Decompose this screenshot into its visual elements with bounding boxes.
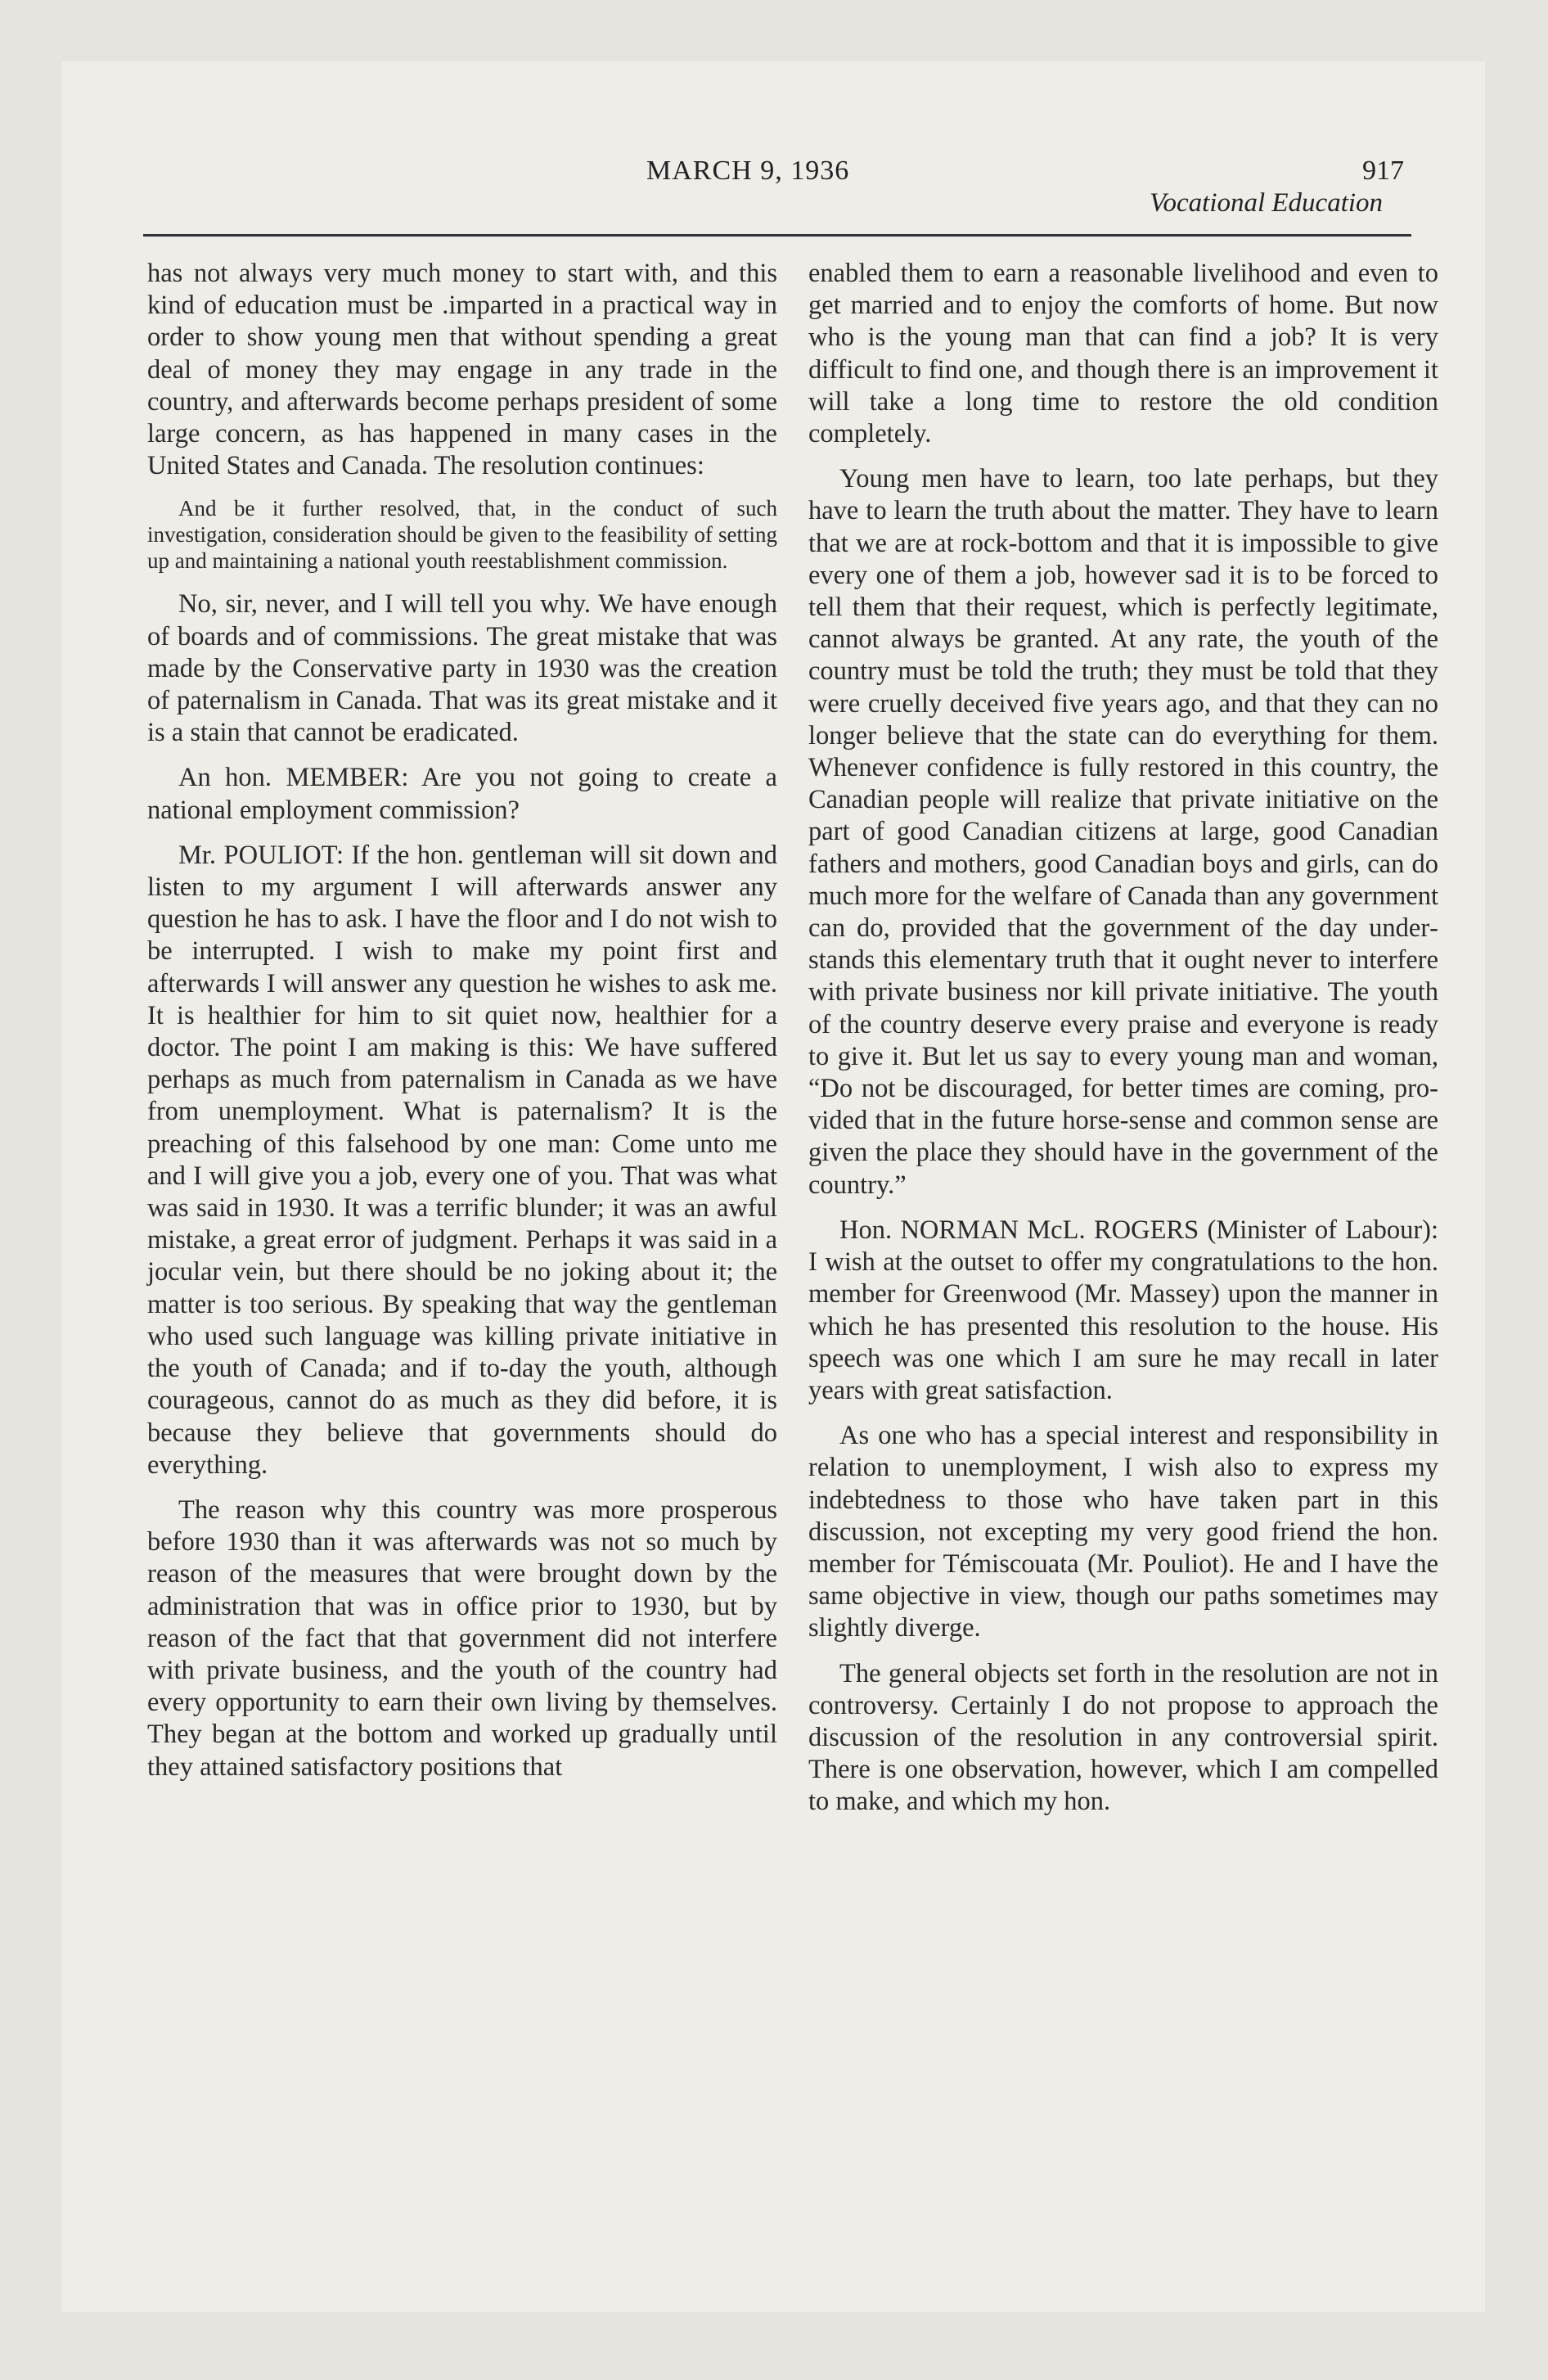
header-page-number: 917 — [1362, 156, 1404, 186]
paragraph: Young men have to learn, too late perhaps, but they have to learn the truth about the matter. They have to learn that we are at rock-bottom and that it is impossible to give every one of them a job, however sad it is to be forced to tell them that their request, which is perfectly legitimate, cannot always be granted. At any rate, the youth of the country must be told the truth; they must be told that they were cruelly deceived five years ago, and that they can no longer believe that the state can do everything for them. Whenever confidence is fully restored in this country, the Canadian people will realize that private initiative on the part of good Canadian citizens at large, good Canadian fathers and mothers, good Canadian boys and girls, can do much more for the welfare of Canada than any government can do, provided that the government of the day understands this elementary truth that it ought never to interfere with private business nor kill private initiative. The youth of the country deserve every praise and everyone is ready to give it. But let us say to every young man and woman, “Do not be discouraged, for better times are coming, provided that in the future horse-sense and common sense are given the place they should have in the government of the country.” — [808, 464, 1438, 1200]
paragraph: Hon. NORMAN McL. ROGERS (Minister of Labour): I wish at the outset to offer my congratulations to the hon. member for Greenwood (Mr. Massey) upon the manner in which he has presented this resolution to the house. His speech was one which I am sure he may recall in later years with great satisfaction. — [808, 1215, 1438, 1405]
left-column — [147, 258, 777, 1796]
right-column — [808, 258, 1438, 1832]
paragraph: The reason why this country was more prosperous before 1930 than it was afterwards was not so much by reason of the measures that were brought down by the administration that was in office prior to 1930, but by reason of the fact that that government did not interfere with private business, and the youth of the country had every opportunity to earn their own living by themselves. They began at the bottom and worked up gradually until they attained satisfactory positions that — [147, 1494, 777, 1782]
quoted-resolution: And be it further resolved, that, in the conduct of such investigation, consideration should be given to the feasibility of setting up and maintaining a national youth reestablishment commission. — [147, 496, 777, 574]
paragraph: has not always very much money to start with, and this kind of education must be .imparted in a practical way in order to show young men that without spending a great deal of money they may engage in any trade in the country, and afterwards become perhaps president of some large concern, as has happened in many cases in the United States and Canada. The resolution continues: — [147, 259, 777, 481]
header-date: MARCH 9, 1936 — [646, 156, 850, 186]
paragraph: Mr. POULIOT: If the hon. gentleman will sit down and listen to my argument I will afterwards answer any question he has to ask. I have the floor and I do not wish to be interrupted. I wish to make my point first and afterwards I will answer any question he wishes to ask me. It is healthier for him to sit quiet now, healthier for a doctor. The point I am making is this: We have suffered perhaps as much from paternalism in Canada as we have from unemployment. What is paternalism? It is the preaching of this falsehood by one man: Come unto me and I will give you a job, every one of you. That was what was said in 1930. It was a terrific blunder; it was an awful mistake, a great error of judgment. Perhaps it was said in a jocular vein, but there should be no joking about it; the matter is too serious. By speaking that way the gentleman who used such language was killing private initiative in the youth of Canada; and if to-day the youth, although courageous, cannot do as much as they did before, it is because they believe that governments should do everything. — [147, 840, 777, 1480]
paragraph: enabled them to earn a reasonable livelihood and even to get married and to enjoy the comforts of home. But now who is the young man that can find a job? It is very difficult to find one, and though there is an improvement it will take a long time to restore the old condition completely. — [808, 259, 1438, 449]
paragraph: No, sir, never, and I will tell you why. We have enough of boards and of commissions. The great mistake that was made by the Conservative party in 1930 was the creation of paternalism in Canada. That was its great mistake and it is a stain that cannot be eradicated. — [147, 589, 777, 748]
header-rule — [143, 234, 1411, 237]
paragraph: An hon. MEMBER: Are you not going to create a national employment commission? — [147, 763, 777, 825]
page-header — [143, 156, 1411, 246]
paragraph: As one who has a special interest and responsibility in relation to unemployment, I wish also to express my indebtedness to those who have taken part in this discussion, not excepting my very good friend the hon. member for Témiscouata (Mr. Pouliot). He and I have the same objective in view, though our paths sometimes may slightly diverge. — [808, 1421, 1438, 1643]
header-section-title: Vocational Education — [1150, 188, 1384, 218]
paragraph: The general objects set forth in the resolution are not in controversy. Certainly I do not propose to approach the discussion of the resolution in any controversial spirit. There is one observation, however, which I am compelled to make, and which my hon. — [808, 1658, 1438, 1817]
